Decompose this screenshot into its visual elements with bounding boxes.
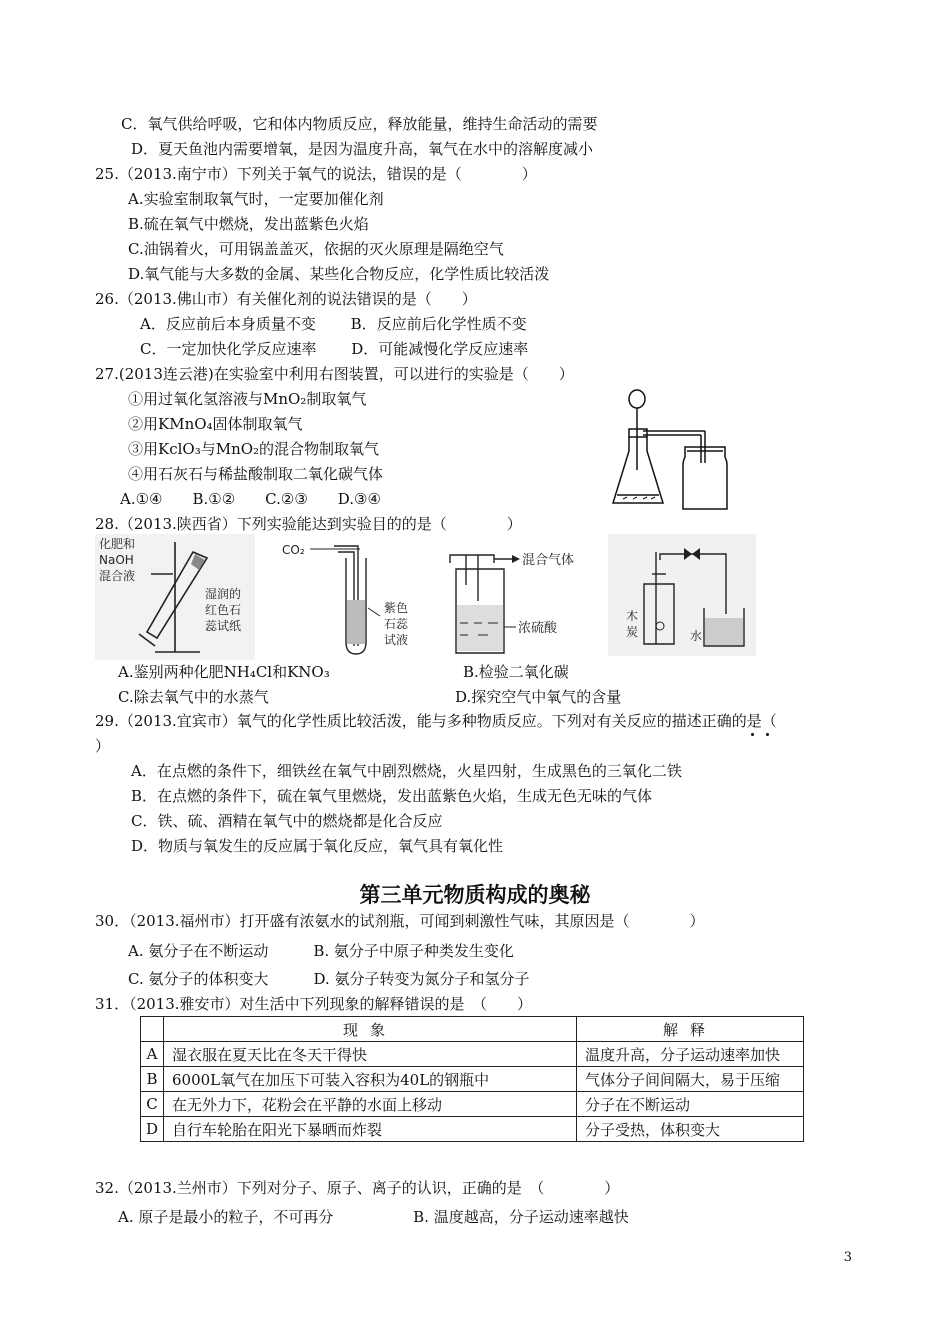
table-row <box>141 1042 804 1067</box>
q28a-label-2: NaOH <box>99 553 134 567</box>
q28a-label-1: 化肥和 <box>99 537 136 551</box>
q27-item-2: ②用KMnO₄固体制取氧气 <box>128 415 303 433</box>
q27-apparatus-figure <box>605 385 735 515</box>
q29-stem: 29.（2013.宜宾市）氧气的化学性质比较活泼，能与多种物质反应。下列对有关反应的描述正确的是（ <box>95 712 777 730</box>
q28-stem: 28.（2013.陕西省）下列实验能达到实验目的的是（ ） <box>95 515 522 533</box>
row-explanation: 分子受热，体积变大 <box>577 1117 804 1142</box>
q25-option-c: C.油锅着火，可用锅盖盖灭，依据的灭火原理是隔绝空气 <box>128 240 504 258</box>
q24-option-d: D．夏天鱼池内需要增氧，是因为温度升高，氧气在水中的溶解度减小 <box>131 140 594 158</box>
row-phenomenon: 湿衣服在夏天比在冬天干得快 <box>164 1042 577 1067</box>
q28b-label-co2: CO₂ <box>282 543 305 557</box>
q25-stem: 25.（2013.南宁市）下列关于氧气的说法，错误的是（ ） <box>95 165 537 183</box>
q28a-label-3: 混合液 <box>99 569 136 583</box>
row-phenomenon: 6000L氧气在加压下可装入容积为40L的钢瓶中 <box>164 1067 577 1092</box>
q26-options-ab: A．反应前后本身质量不变 B．反应前后化学性质不变 <box>140 315 527 333</box>
row-explanation: 分子在不断运动 <box>577 1092 804 1117</box>
page-number: 3 <box>843 1250 852 1265</box>
q32-stem: 32.（2013.兰州市）下列对分子、原子、离子的认识，正确的是 （ ） <box>95 1179 620 1197</box>
table-row <box>141 1117 804 1142</box>
row-key: D <box>141 1117 164 1142</box>
q27-item-3: ③用KclO₃与MnO₂的混合物制取氧气 <box>128 440 380 458</box>
q25-option-d: D.氧气能与大多数的金属、某些化合物反应，化学性质比较活泼 <box>128 265 550 283</box>
q28-figure-d <box>608 534 756 656</box>
emphasis-dot <box>751 733 754 736</box>
row-key: B <box>141 1067 164 1092</box>
row-explanation: 温度升高，分子运动速率加快 <box>577 1042 804 1067</box>
q29-option-c: C．铁、硫、酒精在氧气中的燃烧都是化合反应 <box>131 812 443 830</box>
q28-option-a: A.鉴别两种化肥NH₄Cl和KNO₃ <box>118 663 330 681</box>
q27-item-1: ①用过氧化氢溶液与MnO₂制取氧气 <box>128 390 367 408</box>
q31-stem: 31．（2013.雅安市）对生活中下列现象的解释错误的是 （ ） <box>95 995 533 1013</box>
row-phenomenon: 在无外力下，花粉会在平静的水面上移动 <box>164 1092 577 1117</box>
table-header-explanation: 解释 <box>577 1017 804 1042</box>
q28c-label-acid: 浓硫酸 <box>518 621 558 636</box>
q28b-label-1: 紫色 <box>384 601 409 615</box>
q27-item-4: ④用石灰石与稀盐酸制取二氧化碳气体 <box>128 465 384 483</box>
q28-figure-b <box>280 538 420 660</box>
q29-stem-end: ） <box>95 737 111 755</box>
q28d-label-2: 炭 <box>626 625 639 639</box>
q28b-label-3: 试液 <box>384 633 409 647</box>
q29-option-a: A．在点燃的条件下，细铁丝在氧气中剧烈燃烧，火星四射，生成黑色的三氧化二铁 <box>131 762 682 780</box>
table-row <box>141 1067 804 1092</box>
q24-option-c: C．氧气供给呼吸，它和体内物质反应，释放能量，维持生命活动的需要 <box>121 115 598 133</box>
q29-option-d: D．物质与氧发生的反应属于氧化反应，氧气具有氧化性 <box>131 837 504 855</box>
q26-options-cd: C．一定加快化学反应速率 D．可能减慢化学反应速率 <box>140 340 529 358</box>
q28-figure-c <box>448 545 598 660</box>
q26-stem: 26.（2013.佛山市）有关催化剂的说法错误的是（ ） <box>95 290 477 308</box>
q31-table <box>140 1016 804 1142</box>
q28a-label-5: 红色石 <box>205 603 242 617</box>
table-row <box>141 1092 804 1117</box>
row-key: A <box>141 1042 164 1067</box>
table-header-row <box>141 1017 804 1042</box>
unit-title: 第三单元物质构成的奥秘 <box>359 882 591 907</box>
table-corner-cell <box>141 1017 164 1042</box>
q28-figure-a <box>95 534 255 660</box>
q28c-label-gas: 混合气体 <box>522 553 575 568</box>
q28-option-b: B.检验二氧化碳 <box>463 663 569 681</box>
q28a-label-4: 湿润的 <box>205 587 242 601</box>
row-key: C <box>141 1092 164 1117</box>
q28d-label-water: 水 <box>690 629 703 643</box>
q30-options-cd: C. 氨分子的体积变大 D. 氨分子转变为氮分子和氢分子 <box>128 970 530 988</box>
row-explanation: 气体分子间间隔大，易于压缩 <box>577 1067 804 1092</box>
q28-option-d: D.探究空气中氧气的含量 <box>455 688 622 706</box>
q28b-label-2: 石蕊 <box>384 617 409 631</box>
q25-option-a: A.实验室制取氧气时，一定要加催化剂 <box>128 190 384 208</box>
emphasis-dot <box>766 733 769 736</box>
q28d-label-1: 木 <box>626 609 639 623</box>
table-header-phenomenon: 现象 <box>164 1017 577 1042</box>
q25-option-b: B.硫在氧气中燃烧，发出蓝紫色火焰 <box>128 215 369 233</box>
q30-options-ab: A. 氨分子在不断运动 B. 氨分子中原子种类发生变化 <box>128 942 514 960</box>
q27-options: A.①④ B.①② C.②③ D.③④ <box>120 490 381 508</box>
q27-stem: 27.(2013连云港)在实验室中利用右图装置，可以进行的实验是（ ） <box>95 365 574 383</box>
q28a-label-6: 蕊试纸 <box>205 619 242 633</box>
q30-stem: 30．（2013.福州市）打开盛有浓氨水的试剂瓶，可闻到刺激性气味，其原因是（ ） <box>95 912 705 930</box>
row-phenomenon: 自行车轮胎在阳光下暴晒而炸裂 <box>164 1117 577 1142</box>
q29-option-b: B．在点燃的条件下，硫在氧气里燃烧，发出蓝紫色火焰，生成无色无味的气体 <box>131 787 653 805</box>
q28-option-c: C.除去氧气中的水蒸气 <box>118 688 269 706</box>
q32-options-ab: A. 原子是最小的粒子，不可再分 B. 温度越高，分子运动速率越快 <box>118 1208 629 1226</box>
